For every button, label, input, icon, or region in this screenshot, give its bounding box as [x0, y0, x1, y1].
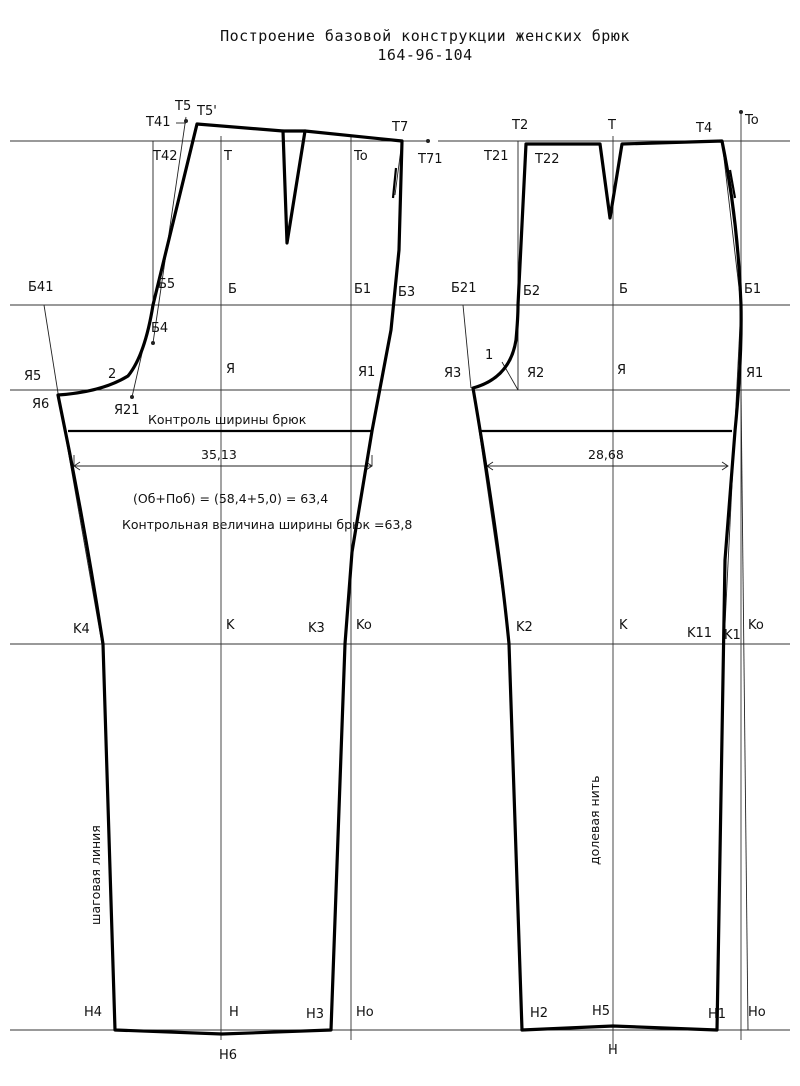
label-h1: H1	[708, 1007, 727, 1022]
label-k3: K3	[308, 621, 325, 636]
front-piece-outline	[58, 124, 402, 1034]
label-ho-back: Ho	[748, 1005, 766, 1020]
label-t42: T42	[153, 149, 178, 164]
front-labels	[24, 99, 442, 1063]
label-ya3: Я3	[444, 366, 462, 381]
vertical-grid	[153, 112, 741, 1048]
label-b5: Б5	[158, 277, 176, 292]
label-b1-back: Б1	[744, 282, 762, 297]
inseam-line-label: шаговая линия	[88, 825, 103, 925]
label-t41: T41	[146, 115, 171, 130]
label-k-back: K	[619, 618, 628, 633]
label-ko-back: Ko	[748, 618, 764, 633]
construction-lines	[44, 117, 748, 1030]
label-b1-front: Б1	[354, 282, 372, 297]
back-side-grain	[741, 390, 748, 1030]
label-h5: H5	[592, 1004, 611, 1019]
label-t5: T5	[175, 99, 192, 114]
label-ya-back: Я	[617, 363, 627, 378]
diagram-title: Построение базовой конструкции женских брюк	[220, 27, 630, 45]
label-k4: K4	[73, 622, 90, 637]
label-t4: T4	[696, 121, 713, 136]
width-control	[68, 431, 732, 470]
grain-line-label: долевая нить	[587, 775, 602, 865]
label-h3: H3	[306, 1007, 325, 1022]
label-k11: K11	[687, 626, 713, 641]
label-h6: H6	[219, 1048, 238, 1063]
label-t5-prime: T5'	[197, 104, 217, 119]
front-crotch-helper	[44, 305, 58, 393]
label-b41: Б41	[28, 280, 54, 295]
label-b21: Б21	[451, 281, 477, 296]
label-to-back: To	[745, 113, 759, 128]
label-b-back: Б	[619, 282, 628, 297]
label-ya5: Я5	[24, 369, 42, 384]
label-bend-2: 2	[108, 367, 117, 382]
label-ho-front: Ho	[356, 1005, 374, 1020]
label-t71: T71	[418, 152, 443, 167]
label-t22: T22	[535, 152, 560, 167]
label-ya2: Я2	[527, 366, 545, 381]
label-bend-1: 1	[485, 348, 494, 363]
label-ya6: Я6	[32, 397, 50, 412]
back-side-helper	[722, 141, 741, 305]
formula-text: (Об+Поб) = (58,4+5,0) = 63,4	[133, 491, 329, 506]
label-ya1-back: Я1	[746, 366, 764, 381]
label-ya21: Я21	[114, 403, 140, 418]
label-h4: H4	[84, 1005, 103, 1020]
label-t-front: T	[224, 149, 232, 164]
control-value-text: Контрольная величина ширины брюк =63,8	[122, 517, 413, 532]
label-b2: Б2	[523, 284, 541, 299]
front-dart	[283, 131, 305, 243]
front-piece-contour	[58, 124, 402, 1034]
label-k1: K1	[724, 628, 741, 643]
label-t21: T21	[484, 149, 509, 164]
label-b-front: Б	[228, 282, 237, 297]
diagram-size: 164-96-104	[377, 46, 473, 64]
label-k2: K2	[516, 620, 533, 635]
horizontal-grid	[10, 141, 790, 1030]
back-width-value: 28,68	[588, 447, 624, 462]
label-b4: Б4	[151, 321, 169, 336]
width-control-label: Контроль ширины брюк	[148, 412, 307, 427]
label-ko-front: Ko	[356, 618, 372, 633]
annotations	[88, 412, 624, 925]
label-t7: T7	[392, 120, 409, 135]
label-k-front: K	[226, 618, 235, 633]
label-h2: H2	[530, 1006, 549, 1021]
front-width-value: 35,13	[201, 447, 237, 462]
back-piece-contour	[473, 141, 741, 1030]
label-ya1-front: Я1	[358, 365, 376, 380]
label-h-front: H	[229, 1005, 239, 1020]
back-crotch-helper	[463, 305, 471, 388]
back-piece-outline	[473, 141, 741, 1030]
label-b3: Б3	[398, 285, 416, 300]
label-h-back: H	[608, 1043, 618, 1058]
label-to-front: To	[354, 149, 368, 164]
label-t2: T2	[512, 118, 529, 133]
label-ya-front: Я	[226, 362, 236, 377]
label-t-back: T	[608, 118, 616, 133]
